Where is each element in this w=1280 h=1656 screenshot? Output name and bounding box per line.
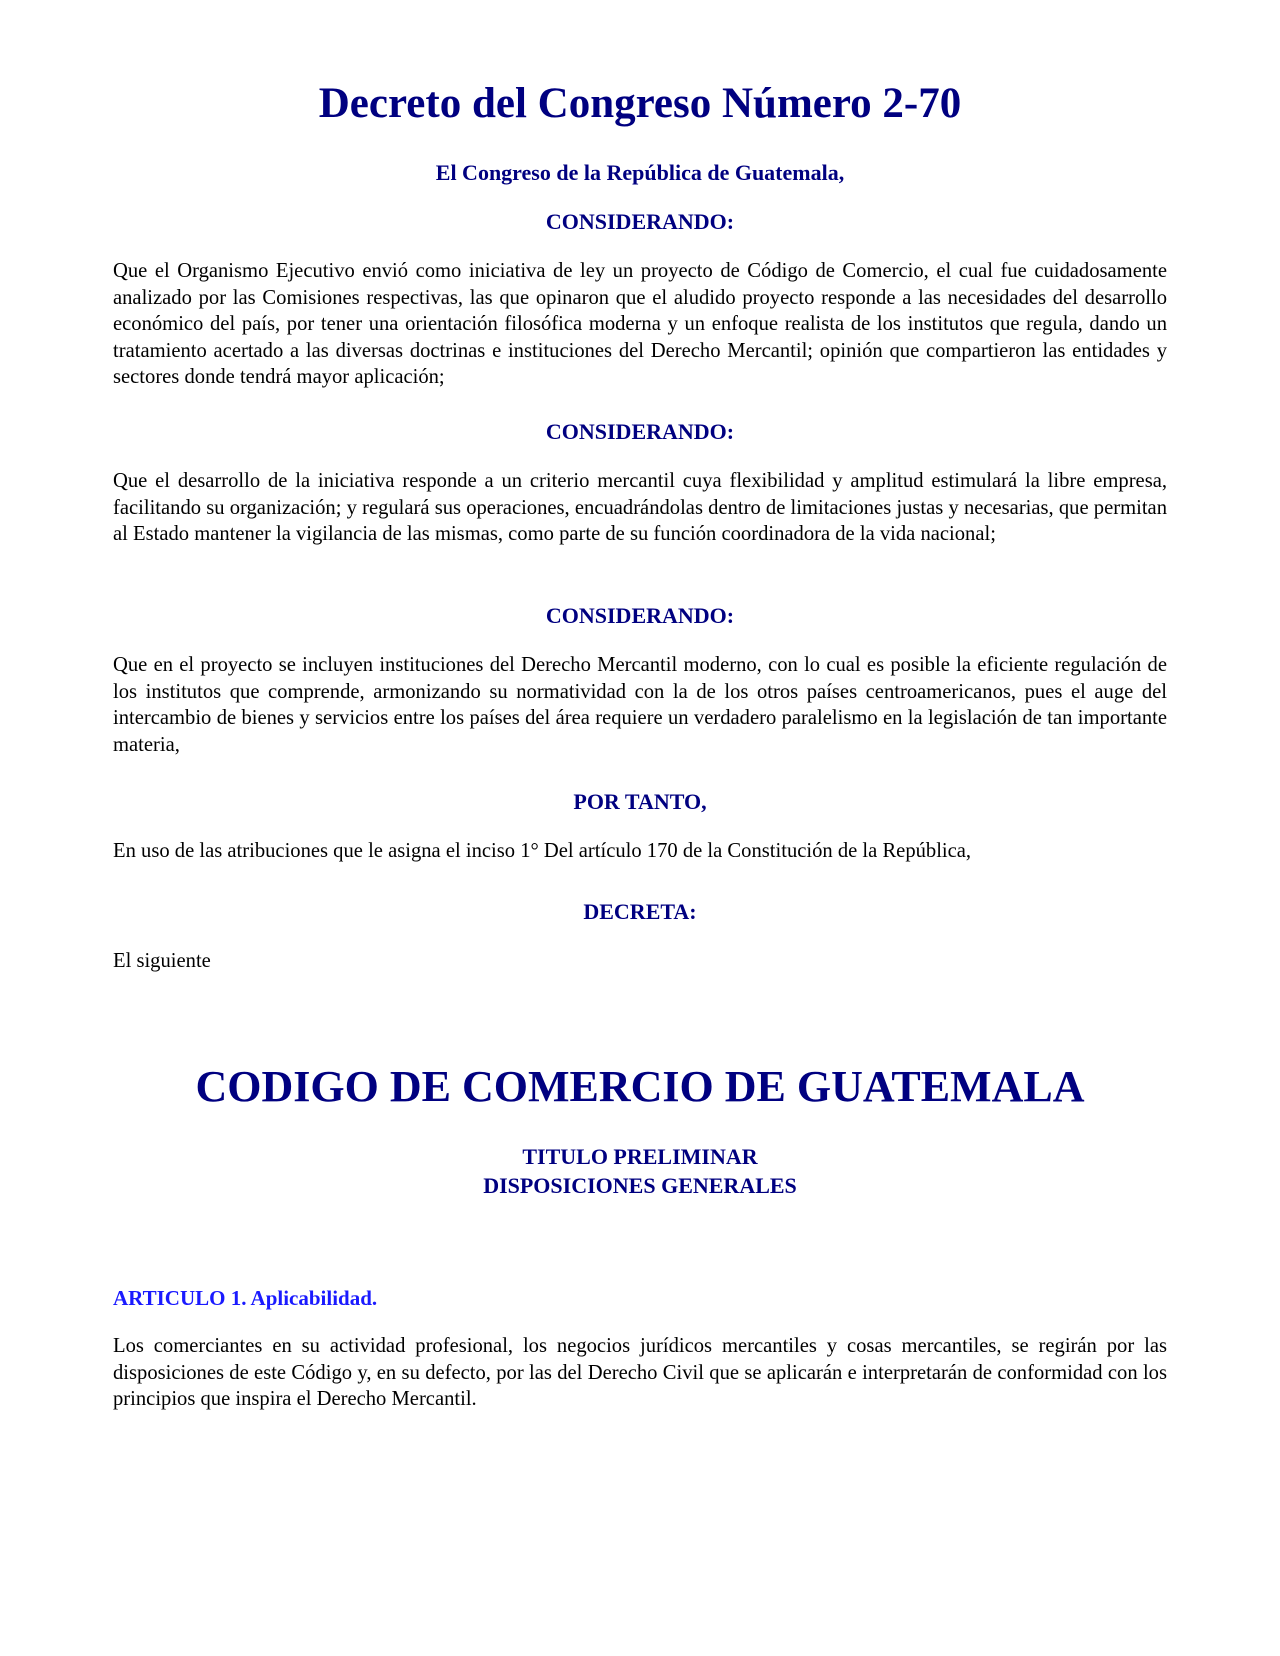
titulo-preliminar-line: TITULO PRELIMINAR xyxy=(522,1144,758,1169)
titulo-preliminar-block xyxy=(113,1142,1167,1200)
code-title: CODIGO DE COMERCIO DE GUATEMALA xyxy=(195,1062,1085,1111)
disposiciones-generales-line: DISPOSICIONES GENERALES xyxy=(483,1173,797,1198)
article-1-heading: ARTICULO 1. Aplicabilidad. xyxy=(113,1286,378,1310)
article-1-paragraph: Los comerciantes en su actividad profesional, los negocios jurídicos mercantiles y cosas mercantiles, se regirán por las disposiciones de este Código y, en su defecto, por las del Derecho Civil que se aplicarán e interpretarán de conformidad con los principios que inspira el Derecho Mercantil. xyxy=(113,1335,1167,1410)
page-title: Decreto del Congreso Número 2-70 xyxy=(318,80,962,127)
considerando-heading-1: CONSIDERANDO: xyxy=(545,209,735,234)
decreta-heading: DECRETA: xyxy=(583,899,697,924)
considerando-paragraph-1: Que el Organismo Ejecutivo envió como iniciativa de ley un proyecto de Código de Comercio, el cual fue cuidadosamente analizado por las Comisiones respectivas, las que opinaron que el aludido proyecto responde a las necesidades del desarrollo económico del país, por tener una orientación filosófica moderna y un enfoque realista de los institutos que regula, dando un tratamiento acertado a las diversas doctrinas e instituciones del Derecho Mercantil; opinión que compartieron las entidades y sectores donde tendrá mayor aplicación; xyxy=(113,260,1167,388)
por-tanto-paragraph: En uso de las atribuciones que le asigna el inciso 1° Del artículo 170 de la Constitución de la República, xyxy=(113,840,972,862)
considerando-heading-3: CONSIDERANDO: xyxy=(545,603,735,628)
decreta-paragraph: El siguiente xyxy=(113,950,211,972)
por-tanto-heading: POR TANTO, xyxy=(573,789,707,814)
page-subtitle: El Congreso de la República de Guatemala, xyxy=(435,160,845,185)
considerando-heading-2: CONSIDERANDO: xyxy=(545,419,735,444)
considerando-paragraph-2: Que el desarrollo de la iniciativa responde a un criterio mercantil cuya flexibilidad y amplitud estimulará la libre empresa, facilitando su organización; y regulará sus operaciones, encuadrándolas dentro de limitaciones justas y necesarias, que permitan al Estado mantener la vigilancia de las mismas, como parte de su función coordinadora de la vida nacional; xyxy=(113,470,1167,545)
considerando-paragraph-3: Que en el proyecto se incluyen instituciones del Derecho Mercantil moderno, con lo cual es posible la eficiente regulación de los institutos que comprende, armonizando su normatividad con la de los otros países centroamericanos, pues el auge del intercambio de bienes y servicios entre los países del área requiere un verdadero paralelismo en la legislación de tan importante materia, xyxy=(113,654,1167,756)
